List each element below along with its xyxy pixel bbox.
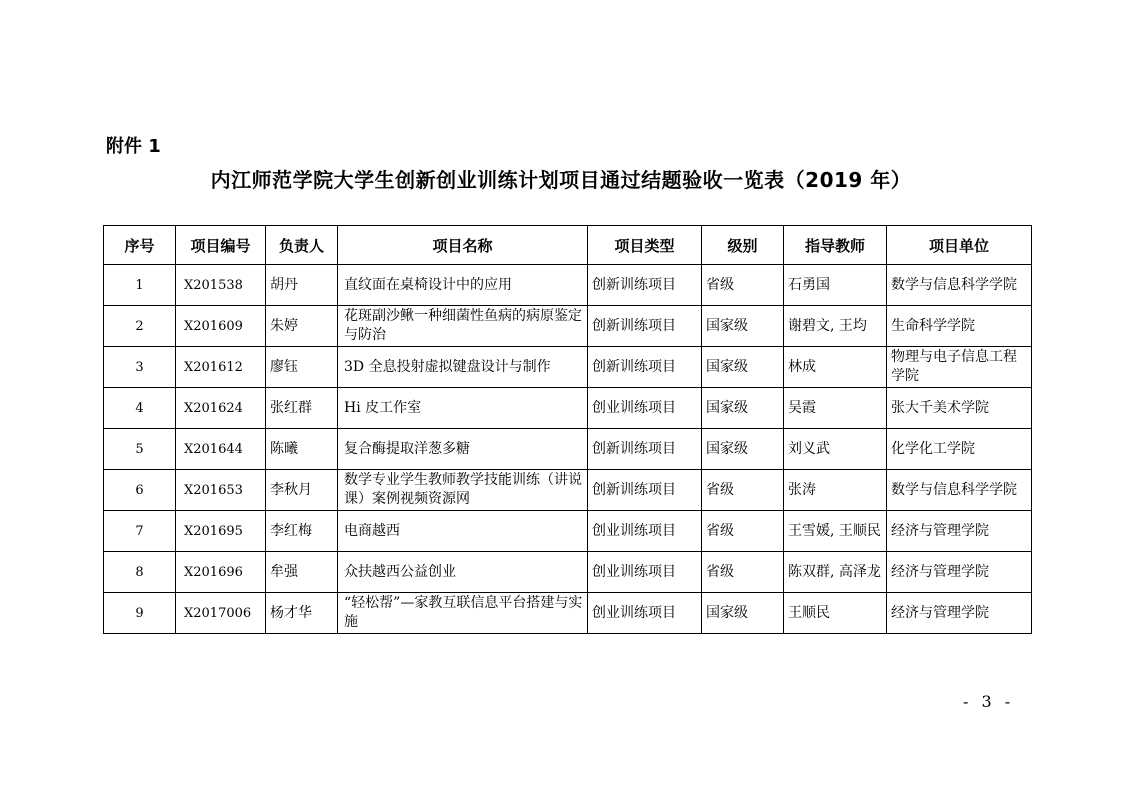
table-row <box>104 470 1032 511</box>
table-row <box>104 429 1032 470</box>
cell-index: 9 <box>104 593 176 634</box>
cell-level: 国家级 <box>702 347 784 388</box>
cell-project-type: 创业训练项目 <box>588 388 702 429</box>
cell-unit: 经济与管理学院 <box>887 552 1032 593</box>
cell-level: 国家级 <box>702 593 784 634</box>
header-project-code: 项目编号 <box>176 226 266 265</box>
cell-project-name: 复合酶提取洋葱多糖 <box>338 429 588 470</box>
cell-project-name: “轻松帮”—家教互联信息平台搭建与实施 <box>338 593 588 634</box>
header-leader: 负责人 <box>266 226 338 265</box>
cell-project-type: 创新训练项目 <box>588 306 702 347</box>
cell-level: 省级 <box>702 511 784 552</box>
cell-advisor: 刘义武 <box>784 429 887 470</box>
cell-project-name: 花斑副沙鳅一种细菌性鱼病的病原鉴定与防治 <box>338 306 588 347</box>
cell-project-type: 创新训练项目 <box>588 265 702 306</box>
project-table <box>103 225 1032 634</box>
table-row <box>104 552 1032 593</box>
cell-index: 1 <box>104 265 176 306</box>
cell-leader: 牟强 <box>266 552 338 593</box>
table-header-row <box>104 226 1032 265</box>
cell-project-code: X201644 <box>176 429 266 470</box>
cell-advisor: 张涛 <box>784 470 887 511</box>
cell-advisor: 陈双群, 高泽龙 <box>784 552 887 593</box>
table-row <box>104 265 1032 306</box>
cell-index: 3 <box>104 347 176 388</box>
document-title: 内江师范学院大学生创新创业训练计划项目通过结题验收一览表（2019 年） <box>210 168 912 192</box>
table-row <box>104 593 1032 634</box>
cell-project-code: X201624 <box>176 388 266 429</box>
cell-leader: 廖钰 <box>266 347 338 388</box>
cell-leader: 杨才华 <box>266 593 338 634</box>
cell-level: 省级 <box>702 265 784 306</box>
cell-unit: 经济与管理学院 <box>887 511 1032 552</box>
cell-unit: 数学与信息科学学院 <box>887 470 1032 511</box>
cell-project-code: X201609 <box>176 306 266 347</box>
table-row <box>104 511 1032 552</box>
cell-project-code: X2017006 <box>176 593 266 634</box>
cell-level: 国家级 <box>702 388 784 429</box>
cell-unit: 张大千美术学院 <box>887 388 1032 429</box>
cell-index: 6 <box>104 470 176 511</box>
cell-level: 国家级 <box>702 429 784 470</box>
cell-leader: 李秋月 <box>266 470 338 511</box>
cell-project-code: X201696 <box>176 552 266 593</box>
cell-unit: 物理与电子信息工程学院 <box>887 347 1032 388</box>
cell-leader: 陈曦 <box>266 429 338 470</box>
cell-advisor: 吴霞 <box>784 388 887 429</box>
cell-unit: 经济与管理学院 <box>887 593 1032 634</box>
attachment-label: 附件 1 <box>106 136 161 157</box>
header-level: 级别 <box>702 226 784 265</box>
cell-project-name: 数学专业学生教师教学技能训练（讲说课）案例视频资源网 <box>338 470 588 511</box>
cell-level: 国家级 <box>702 306 784 347</box>
cell-project-name: 电商越西 <box>338 511 588 552</box>
cell-index: 7 <box>104 511 176 552</box>
cell-advisor: 谢碧文, 王均 <box>784 306 887 347</box>
cell-project-name: 3D 全息投射虚拟键盘设计与制作 <box>338 347 588 388</box>
cell-project-type: 创业训练项目 <box>588 593 702 634</box>
cell-index: 8 <box>104 552 176 593</box>
cell-project-name: 直纹面在桌椅设计中的应用 <box>338 265 588 306</box>
header-advisor: 指导教师 <box>784 226 887 265</box>
cell-project-type: 创新训练项目 <box>588 470 702 511</box>
cell-index: 5 <box>104 429 176 470</box>
header-project-name: 项目名称 <box>338 226 588 265</box>
cell-project-code: X201653 <box>176 470 266 511</box>
cell-advisor: 王顺民 <box>784 593 887 634</box>
header-project-type: 项目类型 <box>588 226 702 265</box>
cell-index: 2 <box>104 306 176 347</box>
cell-project-type: 创业训练项目 <box>588 552 702 593</box>
page-number: - 3 - <box>963 692 1015 711</box>
cell-project-name: 众扶越西公益创业 <box>338 552 588 593</box>
cell-leader: 胡丹 <box>266 265 338 306</box>
table-row <box>104 388 1032 429</box>
table-row <box>104 347 1032 388</box>
cell-project-type: 创新训练项目 <box>588 429 702 470</box>
cell-advisor: 石勇国 <box>784 265 887 306</box>
cell-project-type: 创新训练项目 <box>588 347 702 388</box>
cell-advisor: 林成 <box>784 347 887 388</box>
cell-advisor: 王雪媛, 王顺民 <box>784 511 887 552</box>
header-unit: 项目单位 <box>887 226 1032 265</box>
cell-project-code: X201612 <box>176 347 266 388</box>
cell-index: 4 <box>104 388 176 429</box>
cell-leader: 朱婷 <box>266 306 338 347</box>
cell-project-type: 创业训练项目 <box>588 511 702 552</box>
cell-project-code: X201538 <box>176 265 266 306</box>
table-row <box>104 306 1032 347</box>
cell-leader: 李红梅 <box>266 511 338 552</box>
header-index: 序号 <box>104 226 176 265</box>
cell-leader: 张红群 <box>266 388 338 429</box>
cell-project-code: X201695 <box>176 511 266 552</box>
cell-level: 省级 <box>702 470 784 511</box>
cell-project-name: Hi 皮工作室 <box>338 388 588 429</box>
cell-level: 省级 <box>702 552 784 593</box>
cell-unit: 化学化工学院 <box>887 429 1032 470</box>
cell-unit: 生命科学学院 <box>887 306 1032 347</box>
cell-unit: 数学与信息科学学院 <box>887 265 1032 306</box>
